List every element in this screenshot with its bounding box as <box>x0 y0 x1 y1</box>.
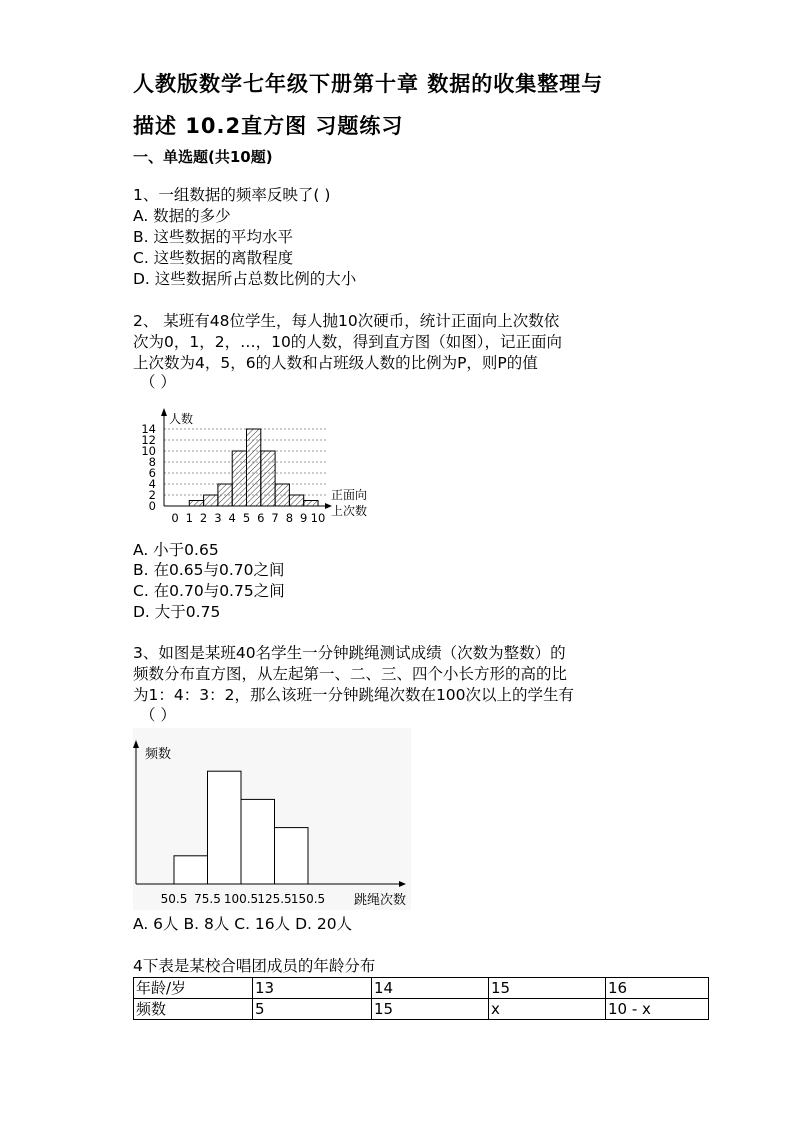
table-cell: 10 - x <box>606 999 709 1020</box>
q2-option-b: B. 在0.65与0.70之间 <box>133 561 285 579</box>
y-tick-label: 2 <box>148 488 156 502</box>
q1-stem: 1、一组数据的频率反映了( ) <box>133 186 331 204</box>
x-axis-label: 上次数 <box>331 504 368 518</box>
x-tick-label: 8 <box>285 511 294 525</box>
q3-line: 为1：4：3：2，那么该班一分钟跳绳次数在100次以上的学生有 <box>133 686 575 704</box>
histogram-bar <box>241 799 275 884</box>
q3-line: 3、如图是某班40名学生一分钟跳绳测试成绩（次数为整数）的 <box>133 644 566 662</box>
histogram-bar <box>174 856 208 884</box>
histogram-bar <box>218 484 232 506</box>
table-row <box>134 978 709 999</box>
q3-line: （ ） <box>140 706 176 724</box>
histogram-bar <box>289 495 303 506</box>
table-cell: 14 <box>372 978 489 999</box>
x-tick-label: 7 <box>271 511 279 525</box>
y-tick-label: 0 <box>148 499 156 513</box>
y-tick-label: 8 <box>148 455 156 469</box>
age-table <box>133 977 709 1020</box>
x-tick-label: 4 <box>228 511 236 525</box>
histogram-bar <box>232 451 246 506</box>
x-tick-label: 75.5 <box>194 892 221 906</box>
histogram-bar <box>247 429 261 506</box>
q2-line: 上次数为4，5，6的人数和占班级人数的比例为P，则P的值 <box>133 354 538 372</box>
y-tick-label: 14 <box>141 422 156 436</box>
q3-options: A. 6人 B. 8人 C. 16人 D. 20人 <box>133 915 353 933</box>
x-tick-label: 125.5 <box>257 892 292 906</box>
y-axis-arrow <box>161 408 167 416</box>
x-axis-label: 跳绳次数 <box>354 893 407 908</box>
y-tick-label: 10 <box>141 444 156 458</box>
x-tick-label: 50.5 <box>160 892 188 906</box>
x-tick-label: 9 <box>300 511 308 525</box>
table-cell: 5 <box>253 999 372 1020</box>
section-heading: 一、单选题(共10题) <box>133 148 273 166</box>
histogram-bar <box>189 501 203 507</box>
histogram-bar <box>261 451 275 506</box>
table-cell: 15 <box>372 999 489 1020</box>
x-tick-label: 2 <box>199 511 208 525</box>
q2-line: 次为0，1，2，…，10的人数，得到直方图（如图），记正面向 <box>133 333 563 351</box>
q2-option-a: A. 小于0.65 <box>133 541 219 559</box>
histogram-bar <box>304 501 318 507</box>
table-cell: x <box>489 999 606 1020</box>
table-cell: 13 <box>253 978 372 999</box>
table-cell: 16 <box>606 978 709 999</box>
x-tick-label: 10 <box>310 511 326 525</box>
x-tick-label: 150.5 <box>290 892 326 906</box>
x-tick-label: 100.5 <box>223 892 259 906</box>
y-tick-label: 4 <box>148 477 156 491</box>
x-tick-label: 5 <box>242 511 251 525</box>
x-tick-label: 0 <box>171 511 179 525</box>
q1-option-c: C. 这些数据的离散程度 <box>133 249 294 267</box>
doc-title-line1: 人教版数学七年级下册第十章 数据的收集整理与 <box>133 72 604 96</box>
q1-option-b: B. 这些数据的平均水平 <box>133 228 293 246</box>
histogram-bar <box>204 495 218 506</box>
y-axis-label: 频数 <box>145 747 172 762</box>
q1-option-d: D. 这些数据所占总数比例的大小 <box>133 270 357 288</box>
table-row <box>134 999 709 1020</box>
q2-line: 2、 某班有48位学生，每人抛10次硬币，统计正面向上次数依 <box>133 312 560 330</box>
q3-line: 频数分布直方图，从左起第一、二、三、四个小长方形的高的比 <box>133 665 568 683</box>
y-axis-label: 人数 <box>169 412 194 426</box>
table-cell: 频数 <box>134 999 253 1020</box>
histogram-bar <box>275 828 309 884</box>
doc-title-line2: 描述 10.2直方图 习题练习 <box>133 114 404 138</box>
histogram-bar <box>275 484 289 506</box>
q3-histogram <box>133 728 413 910</box>
q2-option-c: C. 在0.70与0.75之间 <box>133 582 285 600</box>
y-tick-label: 6 <box>148 466 156 480</box>
q2-option-d: D. 大于0.75 <box>133 603 221 621</box>
table-cell: 15 <box>489 978 606 999</box>
x-axis-label: 正面向 <box>331 488 368 502</box>
table-cell: 年龄/岁 <box>134 978 253 999</box>
x-tick-label: 1 <box>185 511 193 525</box>
x-tick-label: 3 <box>214 511 222 525</box>
q1-option-a: A. 数据的多少 <box>133 207 231 225</box>
q2-histogram <box>133 402 393 530</box>
x-tick-label: 6 <box>257 511 265 525</box>
histogram-bar <box>208 771 242 884</box>
q4-stem: 4下表是某校合唱团成员的年龄分布 <box>133 957 376 975</box>
q2-line: （ ） <box>140 373 176 391</box>
y-tick-label: 12 <box>141 433 156 447</box>
